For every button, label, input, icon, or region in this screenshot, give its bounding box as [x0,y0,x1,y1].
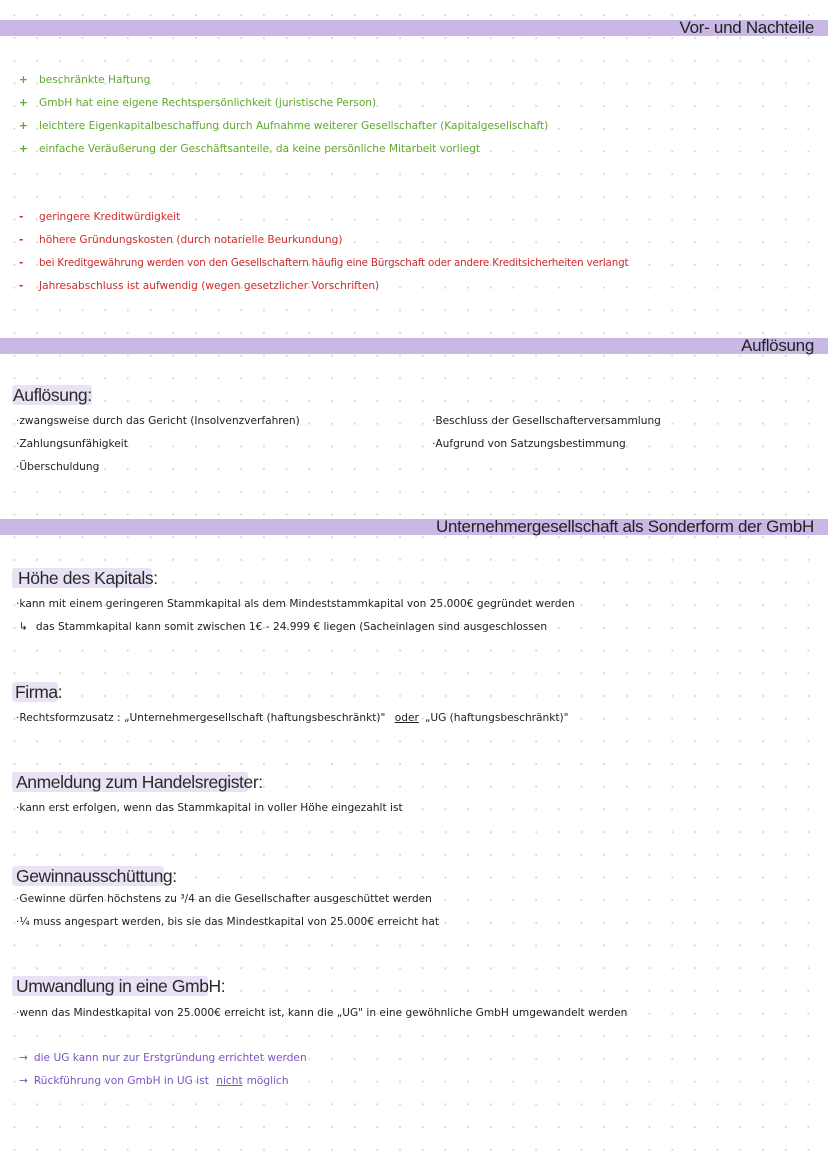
aufloesung-item [432,437,626,451]
arrow-right-icon: → [19,1052,28,1064]
anmeldung-item [16,801,403,815]
item-text: das Stammkapital kann somit zwischen 1€ - 24.999 € liegen (Sacheinlagen sind ausgeschlossen [35,621,548,633]
bullet-dot-icon: · [16,802,20,814]
pro-text: beschränkte Haftung [39,74,151,86]
con-item [19,233,342,247]
bullet-dot-icon: · [16,598,20,610]
con-text: Jahresabschluss ist aufwendig (wegen gesetzlicher Vorschriften) [39,280,380,292]
oder-underlined: oder [394,712,419,724]
firma-item [16,711,569,725]
heading-gewinn: Gewinnausschüttung: [16,866,177,886]
kapital-item [19,620,547,634]
con-item [19,210,180,224]
aufloesung-item [16,414,300,428]
item-text: kann erst erfolgen, wenn das Stammkapital in voller Höhe eingezahlt ist [19,802,403,814]
bullet-dot-icon: · [16,438,20,450]
item-text: Überschuldung [19,461,100,473]
minus-icon: - [19,280,24,292]
pro-text: einfache Veräußerung der Geschäftsanteile, da keine persönliche Mitarbeit vorliegt [39,143,481,155]
kapital-item [16,597,575,611]
bullet-dot-icon: · [16,461,20,473]
note-item [19,1074,289,1088]
item-text: ¼ muss angespart werden, bis sie das Mindestkapital von 25.000€ erreicht hat [19,916,440,928]
plus-icon: + [19,74,28,86]
bullet-dot-icon: · [16,893,20,905]
gewinn-item [16,915,439,929]
arrow-down-right-icon: ↳ [19,621,28,633]
section-band-aufloesung [0,338,828,354]
plus-icon: + [19,143,28,155]
pro-item [19,119,548,133]
item-text: wenn das Mindestkapital von 25.000€ erreicht ist, kann die „UG" in eine gewöhnliche GmbH umgewandelt werden [19,1007,628,1019]
bullet-dot-icon: · [16,1007,20,1019]
aufloesung-item [432,414,661,428]
heading-aufloesung: Auflösung: [13,385,92,405]
minus-icon: - [19,257,24,269]
heading-umwandlung: Umwandlung in eine GmbH: [16,976,226,996]
item-text: Gewinne dürfen höchstens zu ³/4 an die Gesellschafter ausgeschüttet werden [19,893,432,905]
item-text: Aufgrund von Satzungsbestimmung [435,438,626,450]
plus-icon: + [19,97,28,109]
section-title-aufloesung: Auflösung [741,336,814,355]
item-text: Rechtsformzusatz : „Unternehmergesellschaft (haftungsbeschränkt)" [19,712,386,724]
plus-icon: + [19,120,28,132]
bullet-dot-icon: · [16,415,20,427]
note-text: die UG kann nur zur Erstgründung errichtet werden [33,1052,307,1064]
nicht-underlined: nicht [216,1075,243,1087]
bullet-dot-icon: · [432,415,436,427]
minus-icon: - [19,234,24,246]
item-text: zwangsweise durch das Gericht (Insolvenzverfahren) [19,415,300,427]
gewinn-item [16,892,432,906]
heading-firma: Firma: [15,682,63,702]
item-text: Zahlungsunfähigkeit [19,438,128,450]
con-item [19,279,379,293]
arrow-right-icon: → [19,1075,28,1087]
minus-icon: - [19,211,24,223]
bullet-dot-icon: · [16,712,20,724]
bullet-dot-icon: · [432,438,436,450]
con-text: geringere Kreditwürdigkeit [39,211,181,223]
aufloesung-item [16,437,128,451]
heading-kapital: Höhe des Kapitals: [18,568,158,588]
item-text: „UG (haftungsbeschränkt)" [424,712,569,724]
note-item [19,1051,307,1065]
note-text: möglich [246,1075,289,1087]
item-text: Beschluss der Gesellschafterversammlung [435,415,661,427]
section-title-vor-nachteile: Vor- und Nachteile [679,18,814,37]
con-item [19,256,628,270]
pro-text: leichtere Eigenkapitalbeschaffung durch Aufnahme weiterer Gesellschafter (Kapitalgesellschaft) [39,120,549,132]
bullet-dot-icon: · [16,916,20,928]
pro-item [19,96,376,110]
aufloesung-item [16,460,99,474]
pro-item [19,142,480,156]
section-title-ug: Unternehmergesellschaft als Sonderform der GmbH [435,517,814,536]
note-text: Rückführung von GmbH in UG ist [33,1075,209,1087]
umwandlung-item [16,1006,627,1020]
con-text: höhere Gründungskosten (durch notarielle Beurkundung) [39,234,343,246]
con-text: bei Kreditgewährung werden von den Gesellschaftern häufig eine Bürgschaft oder andere Kreditsicherheiten verlangt [39,257,629,269]
item-text: kann mit einem geringeren Stammkapital als dem Mindeststammkapital von 25.000€ gegründet werden [19,598,575,610]
pro-text: GmbH hat eine eigene Rechtspersönlichkeit (juristische Person) [39,97,377,109]
pro-item [19,73,150,87]
heading-anmeldung: Anmeldung zum Handelsregister: [16,772,263,792]
